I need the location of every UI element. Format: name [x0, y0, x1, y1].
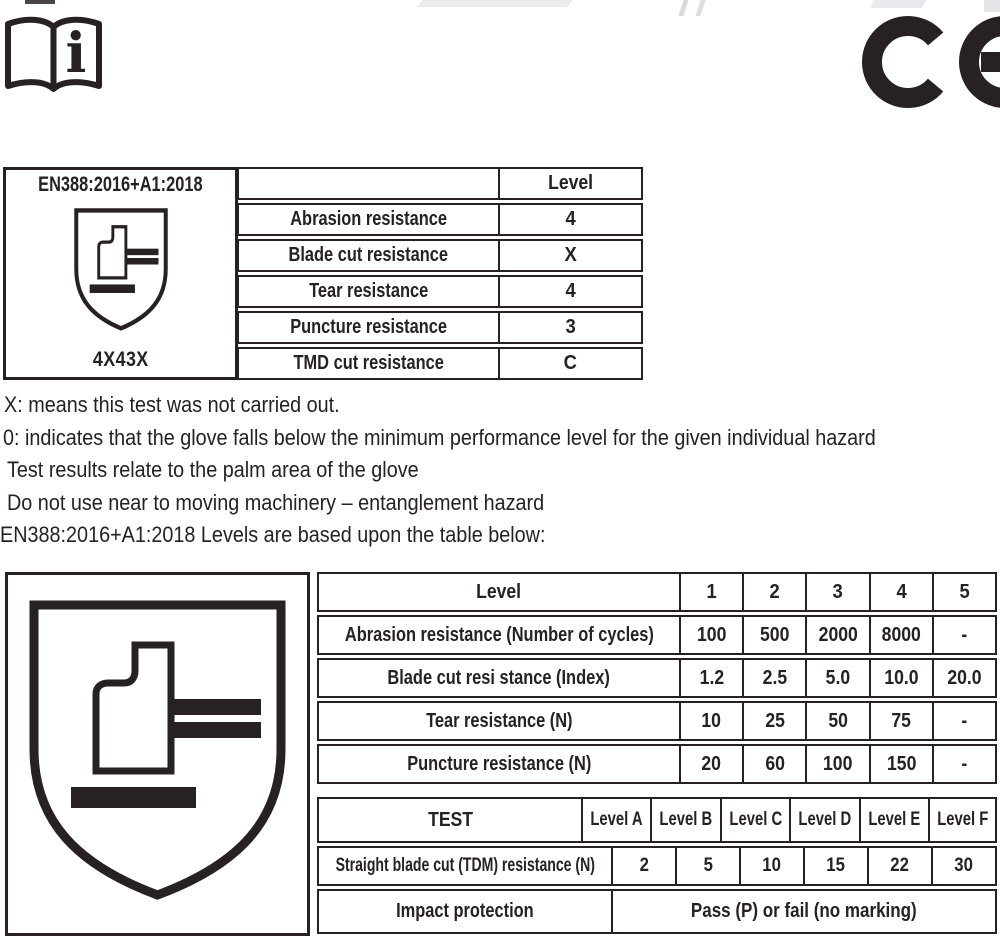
table-row [237, 239, 643, 272]
row-level: 3 [498, 313, 641, 342]
shield-pictogram-large [25, 599, 290, 909]
note-line: X: means this test was not carried out. [4, 392, 340, 417]
row-value: 10 [679, 703, 742, 739]
row-value: 30 [931, 848, 995, 884]
row-value: 20 [679, 746, 742, 782]
note-line: Test results relate to the palm area of the glove [7, 457, 419, 483]
row-level: C [498, 349, 641, 378]
table-row [317, 744, 997, 784]
impact-protection-row [317, 889, 997, 934]
header-col: Level B [650, 799, 720, 841]
row-value: - [932, 746, 995, 782]
header-col: 5 [932, 574, 995, 610]
row-value: 15 [803, 848, 867, 884]
row-value: 75 [869, 703, 932, 739]
table-row [317, 658, 997, 698]
row-label: Puncture resistance (N) [406, 752, 592, 775]
table-row [317, 846, 997, 886]
table-header-row [317, 797, 997, 843]
row-label: Blade cut resi stance (Index) [387, 666, 611, 689]
notes-block [0, 389, 995, 552]
row-label [239, 169, 498, 198]
en388-rating-table [3, 167, 643, 380]
crop-artifact [870, 0, 927, 8]
row-value: 150 [869, 746, 932, 782]
table-row [237, 311, 643, 344]
row-value: 2000 [805, 617, 868, 653]
header-col: 4 [869, 574, 932, 610]
row-value: - [932, 703, 995, 739]
row-label: Puncture resistance [290, 316, 447, 338]
row-label: Impact protection [396, 900, 534, 922]
row-level: 4 [498, 277, 641, 306]
row-label: Abrasion resistance [290, 208, 447, 230]
shield-pictogram-small [73, 208, 169, 337]
row-value: 50 [805, 703, 868, 739]
ce-mark-icon [861, 12, 1000, 117]
header-col: 1 [679, 574, 742, 610]
row-value: 10 [739, 848, 803, 884]
note-line: Do not use near to moving machinery – entanglement hazard [7, 489, 545, 515]
row-value: 25 [742, 703, 805, 739]
table-row [317, 701, 997, 741]
row-value: 100 [679, 617, 742, 653]
note-line: EN388:2016+A1:2018 Levels are based upon the table below: [0, 522, 546, 548]
header-col: Level C [720, 799, 790, 841]
svg-text:i: i [65, 20, 87, 85]
levels-reference-table [317, 572, 997, 784]
row-label: Abrasion resistance (Number of cycles) [344, 623, 654, 646]
row-value: 1.2 [679, 660, 742, 696]
row-value: - [932, 617, 995, 653]
crop-artifact [418, 0, 573, 7]
rating-code: 4X43X [92, 348, 149, 371]
row-level: 4 [498, 205, 641, 234]
header-col: 3 [805, 574, 868, 610]
note-line: 0: indicates that the glove falls below the minimum performance level for the given individual hazard [3, 424, 876, 450]
row-label: Tear resistance (N) [425, 709, 573, 732]
row-value: 100 [805, 746, 868, 782]
standard-title: EN388:2016+A1:2018 [38, 173, 203, 196]
row-value: 22 [867, 848, 931, 884]
table-row [237, 275, 643, 308]
header-label: Level [476, 580, 522, 603]
table-row [237, 167, 643, 200]
header-col: 2 [742, 574, 805, 610]
table-row [237, 347, 643, 380]
crop-artifact [695, 0, 705, 16]
manual-book-icon [3, 14, 104, 101]
row-level: X [498, 241, 641, 270]
rating-rows [237, 167, 643, 380]
impact-value: Pass (P) or fail (no marking) [611, 891, 995, 932]
header-label: TEST [427, 808, 473, 831]
header-col: Level A [581, 799, 650, 841]
header-col: Level F [928, 799, 995, 841]
header-col: Level E [859, 799, 928, 841]
shield-pictogram-box [5, 572, 310, 936]
row-value: 60 [742, 746, 805, 782]
en388-pictogram-cell [3, 167, 238, 380]
row-value: 2.5 [742, 660, 805, 696]
row-value: 5.0 [805, 660, 868, 696]
row-value: 5 [675, 848, 739, 884]
row-label: TMD cut resistance [293, 352, 444, 374]
row-label: Tear resistance [308, 280, 429, 302]
header-col: Level D [789, 799, 859, 841]
tdm-reference-table [317, 797, 997, 934]
row-value: 2 [611, 848, 675, 884]
crop-artifact [984, 0, 1000, 12]
row-label: Straight blade cut (TDM) resistance (N) [335, 855, 595, 876]
row-label: Blade cut resistance [288, 244, 449, 266]
row-value: 10.0 [869, 660, 932, 696]
table-row [237, 203, 643, 236]
table-row [317, 615, 997, 655]
crop-artifact [678, 0, 688, 16]
crop-artifact [25, 0, 55, 4]
table-header-row [317, 572, 997, 612]
level-header: Level [498, 169, 641, 198]
row-value: 500 [742, 617, 805, 653]
row-value: 20.0 [932, 660, 995, 696]
row-value: 8000 [869, 617, 932, 653]
